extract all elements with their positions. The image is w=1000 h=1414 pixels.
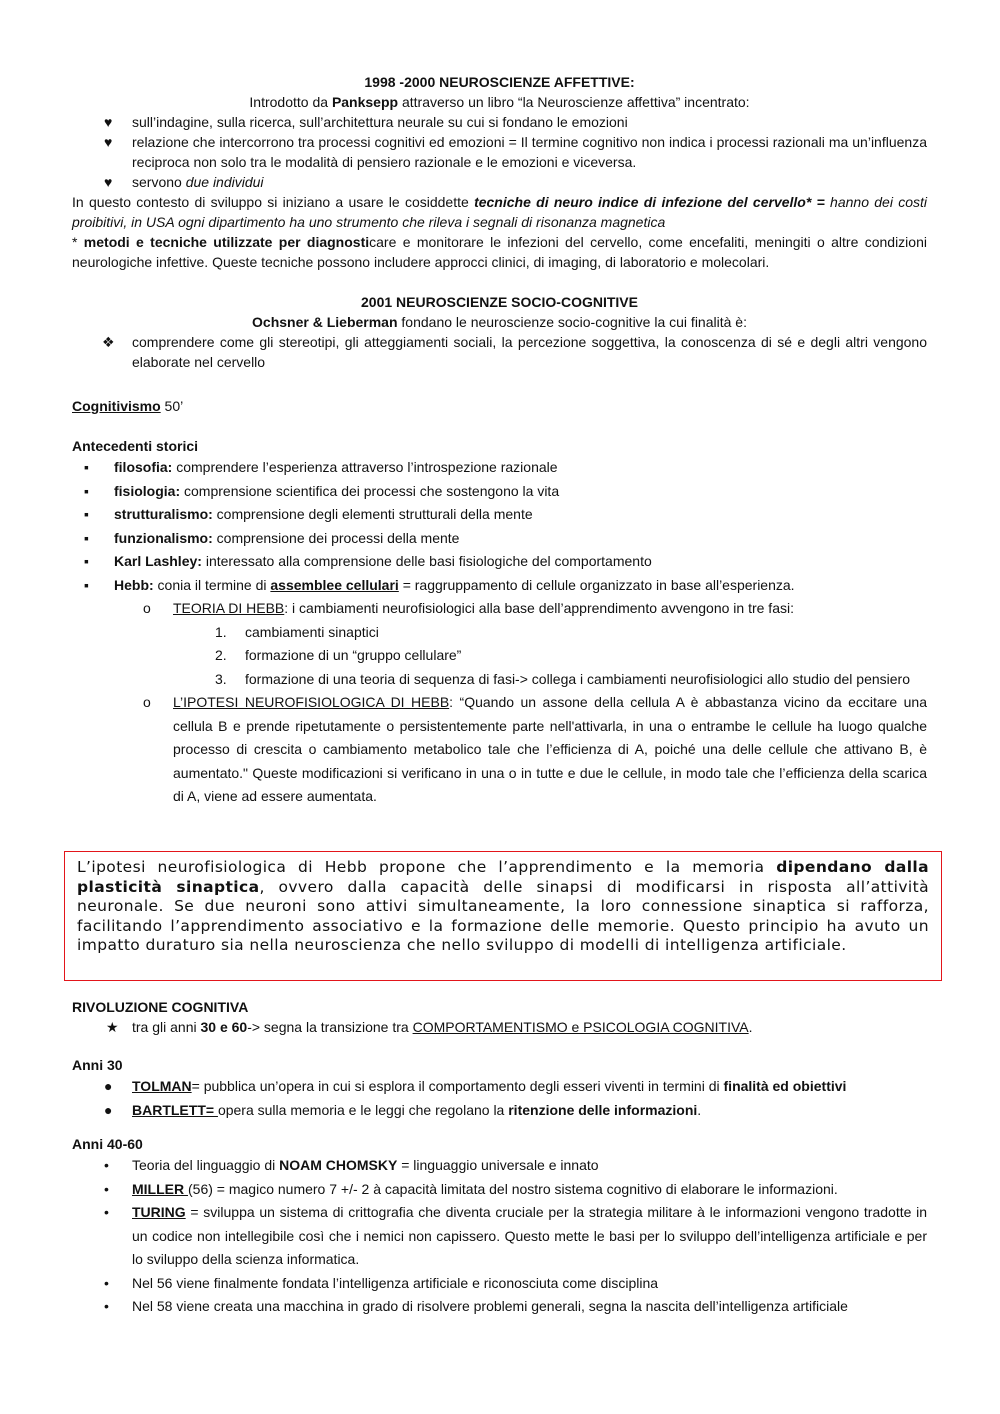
circle-bullet-icon: o [143,600,151,616]
document-page-lower [72,997,927,1319]
dot-bullet-icon: • [104,1274,109,1291]
square-bullet-icon: ▪ [84,506,89,522]
section-intro: Ochsner & Lieberman fondano le neuroscienze socio-cognitive la cui finalità è: [252,314,747,330]
section-title-neuroscienze-affettive: 1998 -2000 NEUROSCIENZE AFFETTIVE: [364,74,635,90]
heading-anni-40-60: Anni 40-60 [72,1136,143,1152]
list-item: ▪ strutturalismo: comprensione degli elementi strutturali della mente [72,503,927,527]
dot-bullet-icon: ● [104,1101,113,1118]
list-item: 2. formazione di un “gruppo cellulare” [215,647,462,663]
dot-bullet-icon: ● [104,1078,113,1094]
heading-cognitivismo: Cognitivismo 50’ [72,398,184,414]
dot-bullet-icon: • [104,1157,109,1173]
list-item: ♥ servono due individui [104,174,264,190]
square-bullet-icon: ▪ [84,482,89,499]
heading-antecedenti: Antecedenti storici [72,438,199,454]
section-title-neuroscienze-socio-cognitive: 2001 NEUROSCIENZE SOCIO-COGNITIVE [361,294,638,310]
list-item: • TURING = sviluppa un sistema di crittografia che diventa cruciale per la strategia militare à le informazioni vengono tradotte in un codice non intellegibile così che i nemici non capissero. Questo mette le basi per lo sviluppo dell’intelligenza artificiale e per lo sviluppo della scienza informatica. [72,1201,927,1272]
heading-anni-30: Anni 30 [72,1057,123,1073]
square-bullet-icon: ▪ [84,576,89,593]
list-item: ♥ relazione che intercorrono tra processi cognitivi ed emozioni = Il termine cognitivo non indica i processi razionali ma un’influenza reciproca non solo tra le modalità di pensiero razionale e le emozioni e viceversa. [104,134,927,170]
paragraph: In questo contesto di sviluppo si iniziano a usare le cosiddette tecniche di neuro indice di infezione del cervello* = hanno dei costi proibitivi, in USA ogni dipartimento ha uno strumento che rileva i segnali di risonanza magnetica [72,194,927,230]
heading-rivoluzione-cognitiva: RIVOLUZIONE COGNITIVA [72,999,249,1015]
list-item: 1. cambiamenti sinaptici [215,623,379,640]
list-item: ▪ fisiologia: comprensione scientifica dei processi che sostengono la vita [72,480,927,504]
list-item: ● BARTLETT= opera sulla memoria e le leggi che regolano la ritenzione delle informazioni. [72,1099,927,1123]
list-item: ▪ Karl Lashley: interessato alla comprensione delle basi fisiologiche del comportamento [72,550,927,574]
square-bullet-icon: ▪ [84,529,89,546]
list-item: • MILLER (56) = magico numero 7 +/- 2 à capacità limitata del nostro sistema cognitivo di elaborare le informazioni. [72,1178,927,1202]
heart-bullet-icon: ♥ [104,174,113,190]
list-item: ▪ Hebb: conia il termine di assemblee cellulari = raggruppamento di cellule organizzato in base all’esperienza. [72,574,927,598]
square-bullet-icon: ▪ [84,553,89,569]
list-item: ❖ comprendere come gli stereotipi, gli atteggiamenti sociali, la percezione soggettiva, la conoscenza di sé e degli altri vengono elaborate nel cervello [102,334,927,370]
list-item: ♥ sull’indagine, sulla ricerca, sull’architettura neurale su cui si fondano le emozioni [104,114,628,130]
list-item: • Teoria del linguaggio di NOAM CHOMSKY = linguaggio universale e innato [72,1154,927,1178]
diamond-bullet-icon: ❖ [102,334,115,350]
heart-bullet-icon: ♥ [104,134,113,150]
hebb-summary-box: L’ipotesi neurofisiologica di Hebb propone che l’apprendimento e la memoria dipendano dalla plasticità sinaptica, ovvero dalla capacità delle sinapsi di modificarsi in risposta all’attività neuronale. Se due neuroni sono attivi simultaneamente, la loro connessione sinaptica si rafforza, facilitando l’apprendimento associativo e la formazione delle memorie. Questo principio ha avuto un impatto duraturo sia nella neuroscienza che nello sviluppo di modelli di intelligenza artificiale. [64,851,942,981]
list-item: ● TOLMAN= pubblica un’opera in cui si esplora il comportamento degli esseri viventi in termini di finalità ed obiettivi [72,1075,927,1099]
dot-bullet-icon: • [104,1298,109,1314]
dot-bullet-icon: • [104,1204,109,1220]
list-item: o L’IPOTESI NEUROFISIOLOGICA DI HEBB: “Quando un assone della cellula A è abbastanza vicino da eccitare una cellula B e prende ripetutamente o persistentemente parte nell'attivarla, in una o entrambe le cellule ha luogo qualche processo di crescita o cambiamento metabolico tale che l’efficienza di A, poiché una delle cellule che attivano B, è aumentato." Queste modificazioni si verificano in una o in tutte e due le cellule, in modo tale che l’efficienza della scarica di A, viene ad essere aumentata. [72,691,927,809]
list-item: • Nel 58 viene creata una macchina in grado di risolvere problemi generali, segna la nascita dell’intelligenza artificiale [72,1295,927,1319]
list-item: ▪ funzionalismo: comprensione dei processi della mente [72,527,927,551]
section-intro: Introdotto da Panksepp attraverso un libro “la Neuroscienze affettiva” incentrato: [249,94,750,110]
list-item: ▪ filosofia: comprendere l’esperienza attraverso l’introspezione razionale [72,456,927,480]
list-item: 3. formazione di una teoria di sequenza di fasi-> collega i cambiamenti neurofisiologici allo studio del pensiero [215,670,910,687]
square-bullet-icon: ▪ [84,459,89,475]
list-item: o TEORIA DI HEBB: i cambiamenti neurofisiologici alla base dell’apprendimento avvengono in tre fasi: [72,597,927,621]
list-item: ★ tra gli anni 30 e 60-> segna la transizione tra COMPORTAMENTISMO e PSICOLOGIA COGNITIVA. [106,1019,753,1035]
document-page [72,72,927,809]
footnote: * metodi e tecniche utilizzate per diagnosticare e monitorare le infezioni del cervello, come encefaliti, meningiti o altre condizioni neurologiche infettive. Queste tecniche possono includere approcci clinici, di imaging, di laboratorio e molecolari. [72,234,927,270]
star-bullet-icon: ★ [106,1019,119,1035]
circle-bullet-icon: o [143,694,151,710]
heart-bullet-icon: ♥ [104,114,113,130]
list-item: • Nel 56 viene finalmente fondata l’intelligenza artificiale e riconosciuta come disciplina [72,1272,927,1296]
dot-bullet-icon: • [104,1180,109,1197]
